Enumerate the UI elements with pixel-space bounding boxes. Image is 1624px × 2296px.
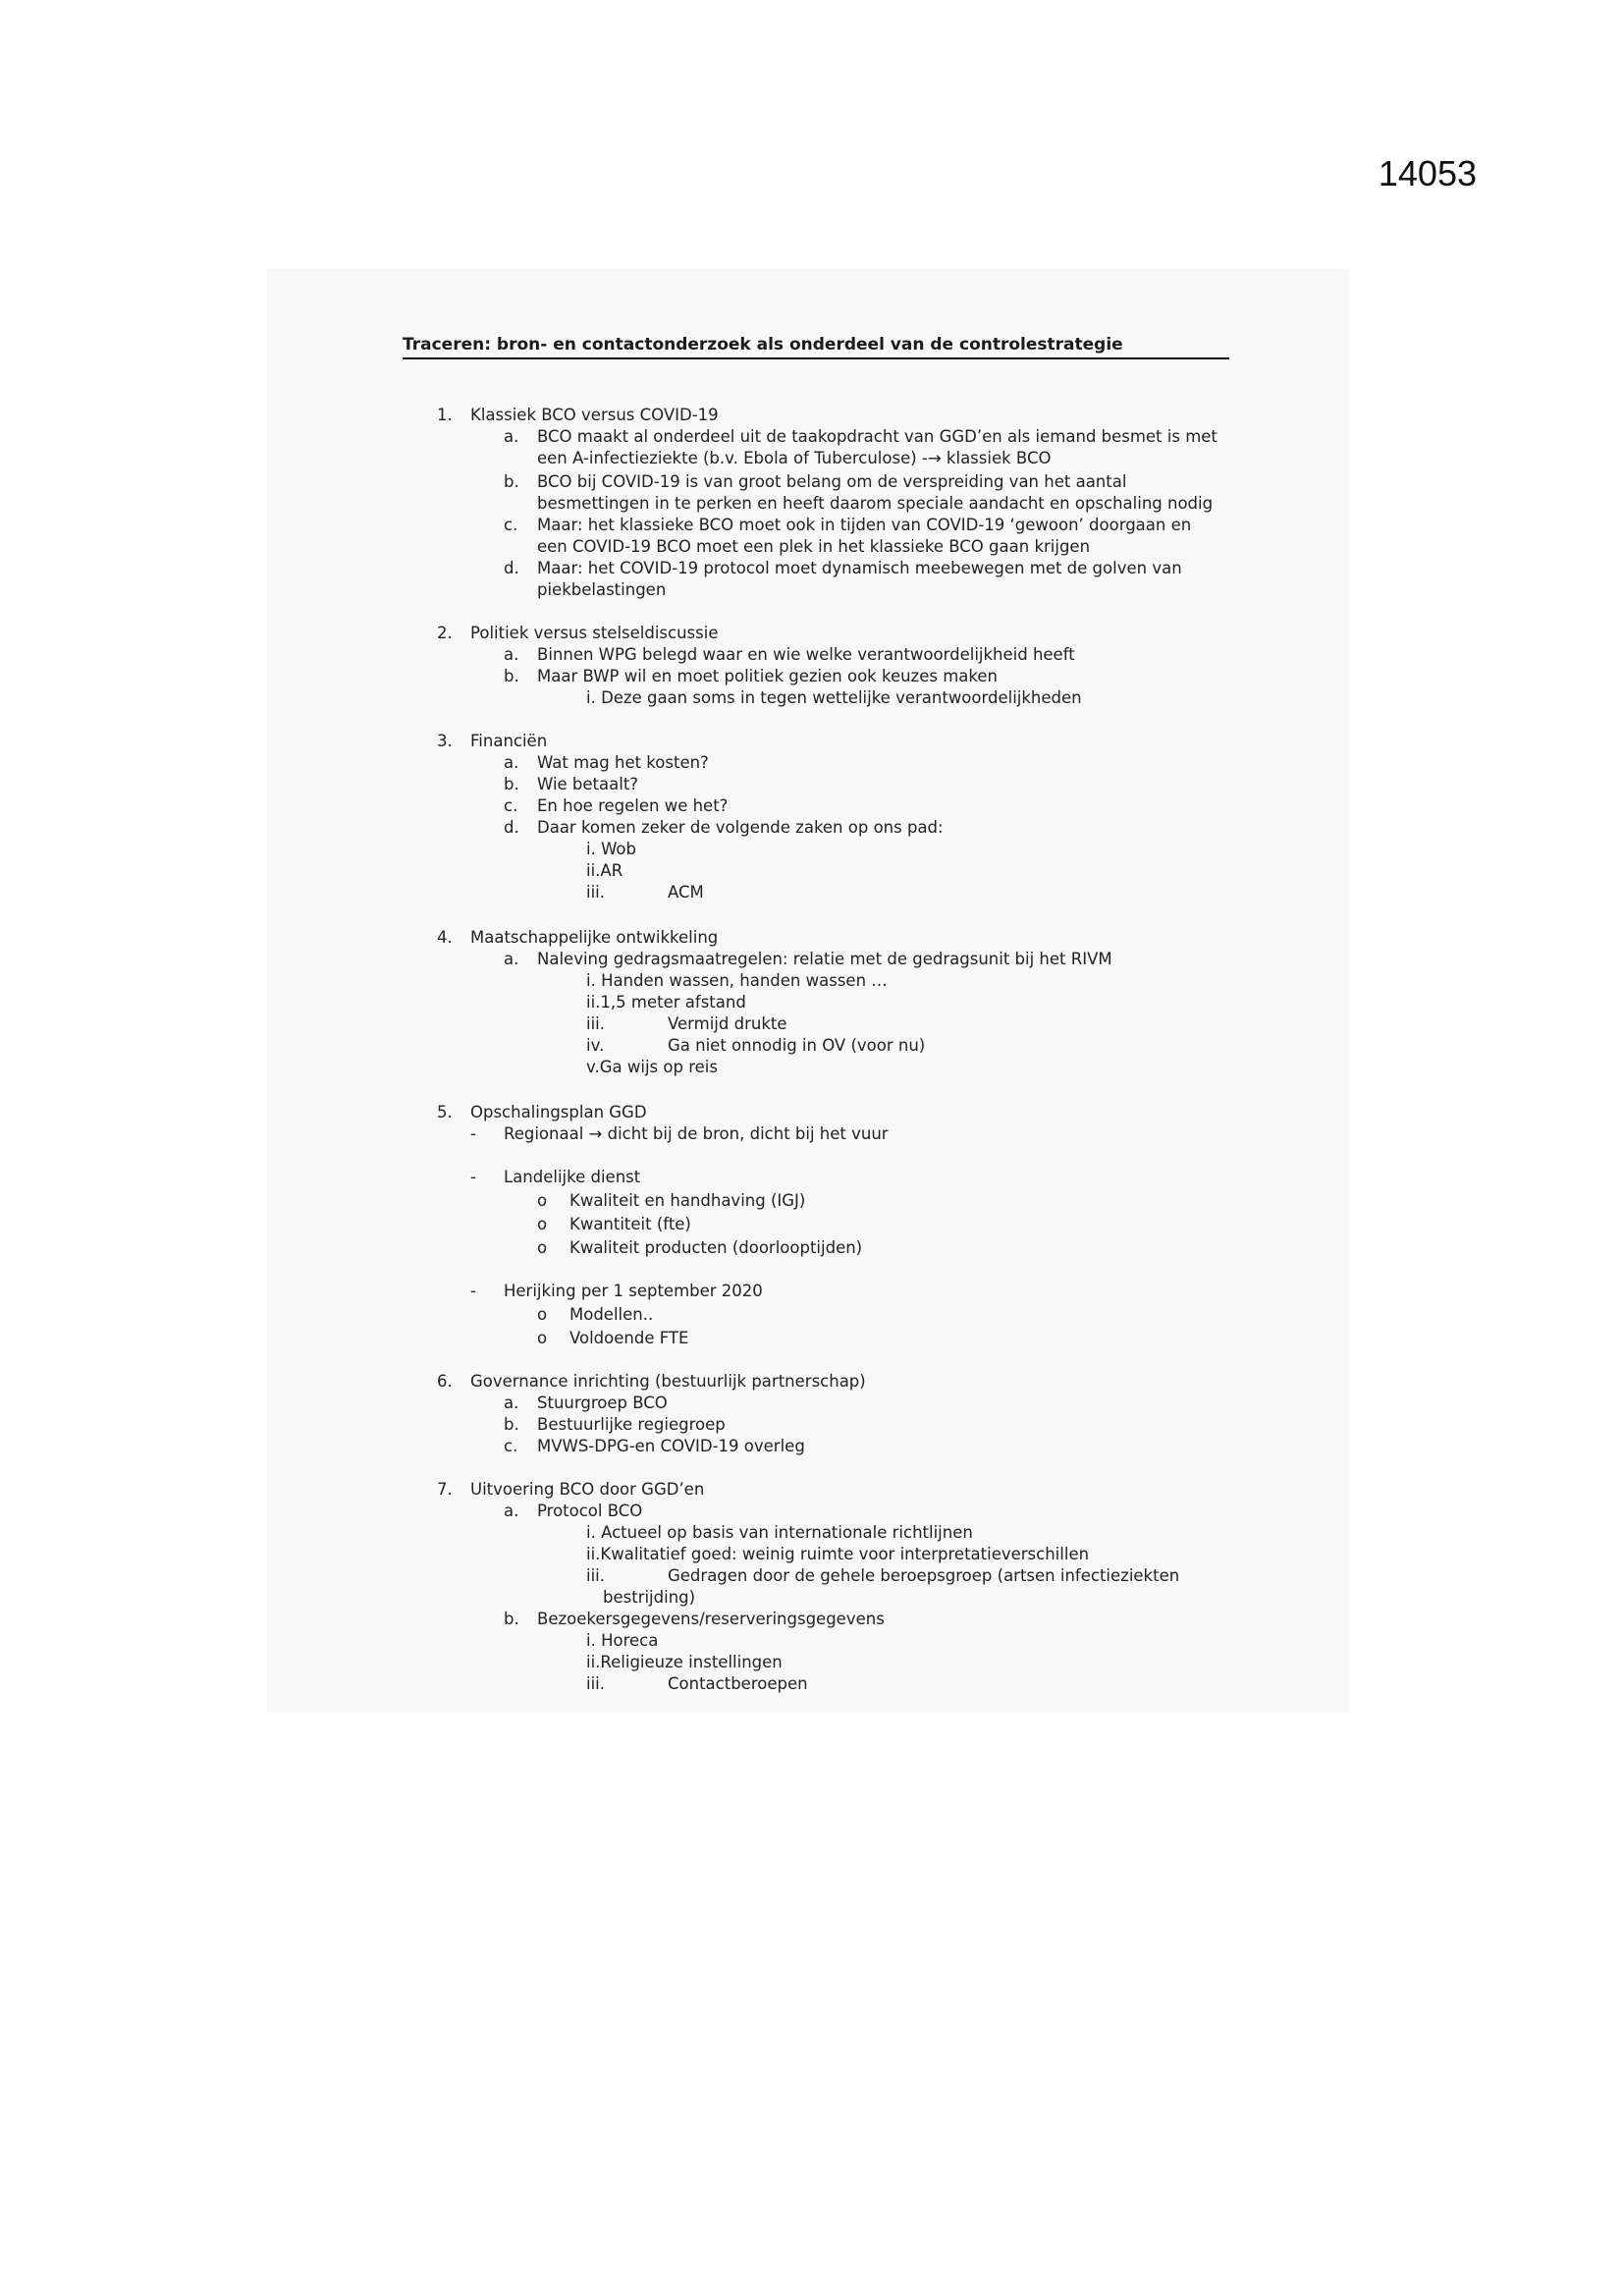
outline-line: o <box>537 1191 548 1210</box>
outline-line: Contactberoepen <box>668 1674 808 1693</box>
outline-line: 1. <box>437 406 453 424</box>
outline-line: a. <box>504 950 519 968</box>
outline-line: iv. <box>586 1036 605 1055</box>
outline-line: bestrijding) <box>603 1588 696 1607</box>
outline-line: o <box>537 1329 548 1347</box>
outline-line: iii. <box>586 1014 605 1033</box>
outline-line: i. Deze gaan soms in tegen wettelijke verantwoordelijkheden <box>586 688 1082 707</box>
outline-line: BCO bij COVID-19 is van groot belang om de verspreiding van het aantal <box>537 472 1127 491</box>
outline-line: 2. <box>437 624 453 642</box>
outline-line: b. <box>504 472 519 491</box>
outline-line: besmettingen in te perken en heeft daarom speciale aandacht en opschaling nodig <box>537 494 1214 513</box>
outline-line: ii.Religieuze instellingen <box>586 1653 783 1671</box>
outline-line: c. <box>504 1437 518 1455</box>
outline-line: Gedragen door de gehele beroepsgroep (artsen infectieziekten <box>668 1566 1180 1585</box>
outline-line: b. <box>504 667 519 685</box>
outline-line: Bestuurlijke regiegroep <box>537 1415 726 1434</box>
outline-line: - <box>470 1168 476 1186</box>
outline-line: a. <box>504 1502 519 1520</box>
outline-line: a. <box>504 645 519 664</box>
outline-line: ii.AR <box>586 861 623 880</box>
outline-line: Uitvoering BCO door GGD’en <box>470 1480 705 1499</box>
outline-line: Ga niet onnodig in OV (voor nu) <box>668 1036 926 1055</box>
outline-line: Protocol BCO <box>537 1502 643 1520</box>
outline-line: ii.Kwalitatief goed: weinig ruimte voor interpretatieverschillen <box>586 1545 1090 1563</box>
outline-line: Opschalingsplan GGD <box>470 1103 647 1121</box>
outline-line: Bezoekersgegevens/reserveringsgegevens <box>537 1610 885 1628</box>
outline-line: iii. <box>586 883 605 902</box>
outline-line: Stuurgroep BCO <box>537 1394 668 1412</box>
outline-line: Wat mag het kosten? <box>537 753 709 772</box>
outline-line: BCO maakt al onderdeel uit de taakopdracht van GGD’en als iemand besmet is met <box>537 427 1218 446</box>
outline-line: piekbelastingen <box>537 580 667 599</box>
outline-line: - <box>470 1124 476 1143</box>
outline-line: a. <box>504 1394 519 1412</box>
outline-line: c. <box>504 516 518 534</box>
outline-line: Maar: het COVID-19 protocol moet dynamisch meebewegen met de golven van <box>537 559 1182 577</box>
outline-line: o <box>537 1305 548 1324</box>
outline-line: Maar: het klassieke BCO moet ook in tijden van COVID-19 ‘gewoon’ doorgaan en <box>537 516 1192 534</box>
outline-line: Politiek versus stelseldiscussie <box>470 624 719 642</box>
outline-line: Vermijd drukte <box>668 1014 787 1033</box>
outline-line: Kwantiteit (fte) <box>569 1215 691 1233</box>
outline-line: b. <box>504 775 519 793</box>
outline-line: Daar komen zeker de volgende zaken op ons pad: <box>537 818 944 837</box>
outline-line: a. <box>504 753 519 772</box>
outline-line: 7. <box>437 1480 453 1499</box>
outline-line: - <box>470 1282 476 1300</box>
outline-line: i. Horeca <box>586 1631 659 1650</box>
outline-line: Herijking per 1 september 2020 <box>504 1282 763 1300</box>
outline-line: MVWS-DPG-en COVID-19 overleg <box>537 1437 805 1455</box>
outline-line: Kwaliteit producten (doorlooptijden) <box>569 1238 863 1257</box>
outline-line: Binnen WPG belegd waar en wie welke verantwoordelijkheid heeft <box>537 645 1075 664</box>
outline-line: 3. <box>437 732 453 750</box>
outline-line: Maar BWP wil en moet politiek gezien ook keuzes maken <box>537 667 998 685</box>
outline-line: 6. <box>437 1372 453 1391</box>
outline-line: Klassiek BCO versus COVID-19 <box>470 406 719 424</box>
outline-line: i. Wob <box>586 840 636 858</box>
outline-line: o <box>537 1238 548 1257</box>
outline-line: Landelijke dienst <box>504 1168 641 1186</box>
outline-line: ACM <box>668 883 704 902</box>
outline-line: iii. <box>586 1674 605 1693</box>
outline-line: iii. <box>586 1566 605 1585</box>
outline-line: een A-infectieziekte (b.v. Ebola of Tuberculose) -→ klassiek BCO <box>537 449 1052 467</box>
outline-line: 4. <box>437 928 453 947</box>
outline-line: Modellen.. <box>569 1305 654 1324</box>
outline-line: Voldoende FTE <box>569 1329 689 1347</box>
outline-line: Wie betaalt? <box>537 775 639 793</box>
outline-line: Maatschappelijke ontwikkeling <box>470 928 719 947</box>
outline-line: o <box>537 1215 548 1233</box>
outline-line: Naleving gedragsmaatregelen: relatie met de gedragsunit bij het RIVM <box>537 950 1112 968</box>
outline-line: een COVID-19 BCO moet een plek in het klassieke BCO gaan krijgen <box>537 537 1091 556</box>
outline-line: a. <box>504 427 519 446</box>
outline-line: d. <box>504 818 519 837</box>
outline-line: Regionaal → dicht bij de bron, dicht bij het vuur <box>504 1124 889 1143</box>
outline-line: b. <box>504 1415 519 1434</box>
document-title: Traceren: bron- en contactonderzoek als onderdeel van de controlestrategie <box>403 334 1229 359</box>
outline-line: i. Handen wassen, handen wassen … <box>586 971 888 990</box>
page-number: 14053 <box>1378 153 1477 193</box>
outline-line: Financiën <box>470 732 548 750</box>
outline-line: En hoe regelen we het? <box>537 796 729 815</box>
outline-line: d. <box>504 559 519 577</box>
outline-line: ii.1,5 meter afstand <box>586 993 746 1011</box>
outline-line: Governance inrichting (bestuurlijk partnerschap) <box>470 1372 866 1391</box>
outline-line: b. <box>504 1610 519 1628</box>
outline-line: Kwaliteit en handhaving (IGJ) <box>569 1191 806 1210</box>
outline-line: v.Ga wijs op reis <box>586 1058 718 1076</box>
outline-line: i. Actueel op basis van internationale richtlijnen <box>586 1523 973 1542</box>
outline-line: 5. <box>437 1103 453 1121</box>
outline-line: c. <box>504 796 518 815</box>
